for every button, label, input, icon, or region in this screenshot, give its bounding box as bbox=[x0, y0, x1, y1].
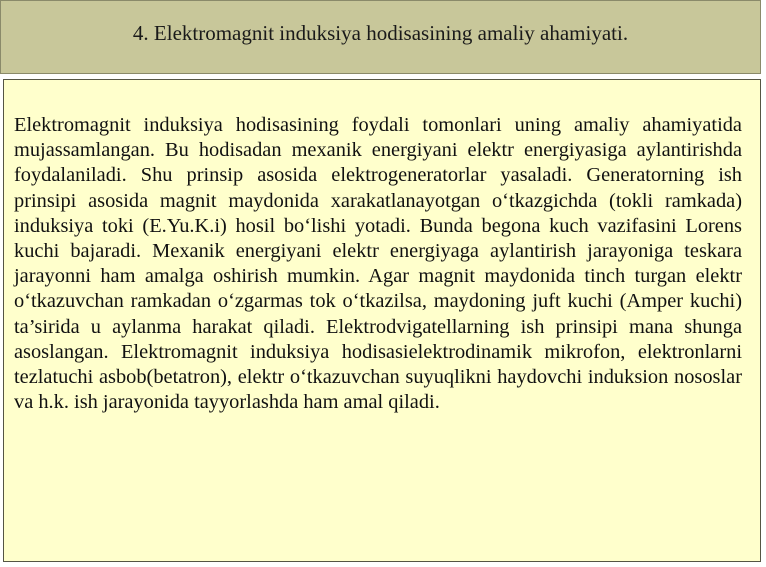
title-bar bbox=[0, 0, 761, 74]
content-panel bbox=[3, 79, 761, 562]
slide-title: 4. Elektromagnit induksiya hodisasining amaliy ahamiyati. bbox=[132, 21, 629, 45]
body-paragraph: Elektromagnit induksiya hodisasining foydali tomonlari uning amaliy ahamiyatida mujassamlangan. Bu hodisadan mexanik energiyani elektr energiyasiga aylantirishda foydalaniladi. Shu prinsip asosida elektrogeneratorlar yasaladi. Generatorning ish prinsipi asosida magnit maydonida xarakatlanayotgan o‘tkazgichda (tokli ramkada) induksiya toki (E.Yu.K.i) hosil bo‘lishi yotadi. Bunda begona kuch vazifasini Lorens kuchi bajaradi. Mexanik energiyani elektr energiyaga aylantirish jarayoniga teskara jarayonni ham amalga oshirish mumkin. Agar magnit maydonida tinch turgan elektr o‘tkazuvchan ramkadan o‘zgarmas tok o‘tkazilsa, maydoning juft kuchi (Amper kuchi) ta’sirida u aylanma harakat qiladi. Elektrodvigatellarning ish prinsipi mana shunga asoslangan. Elektromagnit induksiya hodisasielektrodinamik mikrofon, elektronlarni tezlatuchi asbob(betatron), elektr o‘tkazuvchan suyuqlikni haydovchi induksion nososlar va h.k. ish jarayonida tayyorlashda ham amal qiladi. bbox=[14, 114, 742, 414]
